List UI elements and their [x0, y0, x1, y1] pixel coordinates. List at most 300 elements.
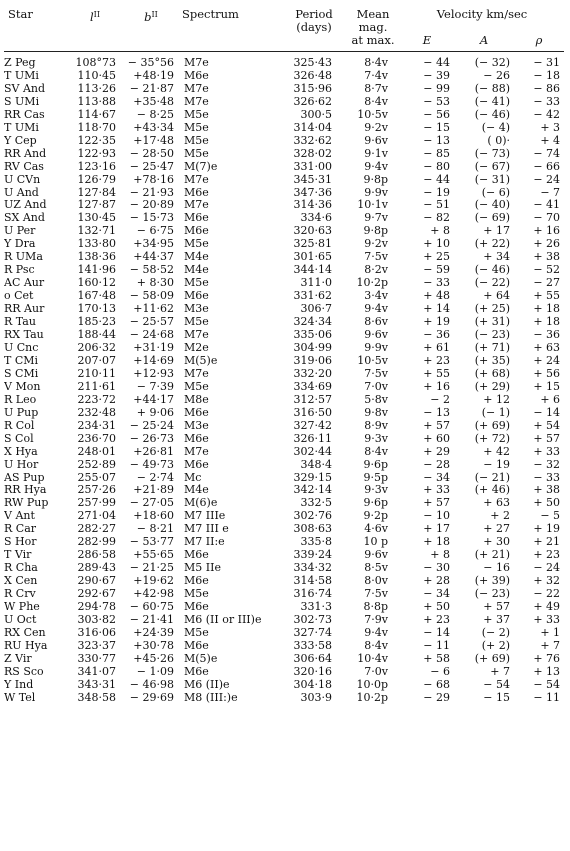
table-row	[4, 290, 564, 303]
table-row	[4, 161, 564, 174]
velocity-a: (− 6)	[481, 186, 510, 199]
table-body	[4, 57, 564, 705]
mean-magnitude: 10·1v	[357, 199, 388, 212]
galactic-latitude: − 15·73	[129, 212, 174, 225]
star-name: RX Cen	[4, 626, 46, 639]
period: 306·7	[300, 303, 332, 316]
velocity-a: (+ 35)	[474, 354, 510, 367]
period: 304·99	[293, 341, 332, 354]
velocity-e: − 56	[423, 108, 450, 121]
velocity-rho: − 24	[533, 562, 561, 575]
velocity-rho: − 52	[533, 264, 561, 277]
star-name: U And	[4, 186, 39, 199]
galactic-latitude: +42·98	[133, 588, 174, 601]
velocity-a: + 57	[483, 601, 510, 614]
mean-magnitude: 10·2p	[356, 691, 388, 704]
table-row	[4, 420, 564, 433]
velocity-e: − 85	[423, 147, 450, 160]
velocity-rho: − 18	[533, 69, 561, 82]
table-row	[4, 692, 564, 705]
galactic-latitude: − 58·09	[129, 290, 174, 303]
velocity-rho: + 32	[533, 575, 561, 588]
mean-magnitude: 8·4v	[364, 57, 388, 69]
spectrum: M(6)e	[184, 497, 218, 510]
table-row	[4, 381, 564, 394]
star-name: Y Cep	[4, 134, 37, 147]
galactic-latitude: − 21·25	[129, 562, 174, 575]
galactic-latitude: − 24·68	[129, 329, 174, 342]
table-row	[4, 187, 564, 200]
mean-magnitude: 7·9v	[364, 613, 388, 626]
velocity-e: − 36	[423, 329, 450, 342]
galactic-longitude: 122·35	[77, 134, 116, 147]
velocity-a: + 7	[490, 665, 510, 678]
velocity-rho: + 63	[533, 341, 561, 354]
velocity-rho: − 7	[540, 186, 561, 199]
velocity-e: + 28	[423, 575, 450, 588]
velocity-rho: + 55	[533, 290, 561, 303]
galactic-latitude: − 28·50	[129, 147, 174, 160]
star-name: R Car	[4, 523, 37, 536]
velocity-e: − 30	[423, 562, 450, 575]
spectrum: M(5)e	[184, 652, 218, 665]
velocity-rho: − 11	[533, 691, 561, 704]
galactic-longitude: 257·26	[77, 484, 116, 497]
period: 335·8	[300, 536, 332, 549]
header-a: A	[479, 33, 489, 47]
galactic-longitude: 167·48	[77, 290, 116, 303]
velocity-a: (+ 22)	[474, 238, 510, 251]
star-name: R UMa	[4, 251, 43, 264]
mean-magnitude: 10·0p	[356, 678, 388, 691]
velocity-e: − 6	[430, 665, 450, 678]
velocity-rho: − 33	[533, 95, 561, 108]
galactic-latitude: +12·93	[133, 367, 174, 380]
galactic-latitude: +18·60	[133, 510, 174, 523]
period: 328·02	[293, 147, 332, 160]
spectrum: M6e	[184, 69, 209, 82]
table-row	[4, 277, 564, 290]
velocity-a: + 63	[483, 497, 510, 510]
galactic-latitude: − 29·69	[129, 691, 174, 704]
period: 314·58	[293, 575, 332, 588]
period: 311·0	[300, 277, 332, 290]
period: 320·63	[293, 225, 332, 238]
table-row	[4, 83, 564, 96]
galactic-latitude: − 8·25	[136, 108, 174, 121]
mean-magnitude: 9·5p	[363, 471, 388, 484]
galactic-longitude: 207·07	[77, 354, 116, 367]
spectrum: M6e	[184, 601, 209, 614]
star-name: X Cen	[4, 575, 38, 588]
velocity-e: + 25	[423, 251, 450, 264]
period: 331·62	[293, 290, 332, 303]
velocity-rho: − 14	[533, 406, 561, 419]
spectrum: M6e	[184, 406, 209, 419]
galactic-longitude: 211·61	[77, 380, 116, 393]
spectrum: M5 IIe	[184, 562, 221, 575]
table-row	[4, 96, 564, 109]
galactic-latitude: + 8·30	[136, 277, 174, 290]
period: 325·81	[293, 238, 332, 251]
star-name: SV And	[4, 82, 46, 95]
galactic-longitude: 236·70	[77, 432, 116, 445]
galactic-longitude: 170·13	[77, 303, 116, 316]
spectrum: M6e	[184, 212, 209, 225]
header-mean-mag: Mean mag. at max.	[351, 7, 395, 47]
table-row	[4, 523, 564, 536]
spectrum: M6e	[184, 290, 209, 303]
star-name: R Tau	[4, 316, 36, 329]
spectrum: M6e	[184, 665, 209, 678]
table-row	[4, 575, 564, 588]
period: 302·76	[293, 510, 332, 523]
mean-magnitude: 9·2v	[364, 238, 388, 251]
velocity-rho: + 33	[533, 613, 561, 626]
table-row	[4, 109, 564, 122]
galactic-longitude: 255·07	[77, 471, 116, 484]
mean-magnitude: 7·5v	[364, 251, 388, 264]
mean-magnitude: 9·9v	[364, 341, 388, 354]
period: 333·58	[293, 639, 332, 652]
table-row	[4, 666, 564, 679]
galactic-latitude: − 7·39	[136, 380, 174, 393]
velocity-e: + 23	[423, 354, 450, 367]
period: 329·15	[293, 471, 332, 484]
velocity-e: + 8	[430, 225, 450, 238]
period: 339·24	[293, 549, 332, 562]
table-row	[4, 588, 564, 601]
star-name: RV Cas	[4, 160, 44, 173]
velocity-rho: + 1	[540, 626, 561, 639]
spectrum: M4e	[184, 251, 209, 264]
spectrum: M8 (III:)e	[184, 691, 238, 704]
mean-magnitude: 9·4v	[364, 303, 388, 316]
galactic-longitude: 292·67	[77, 588, 116, 601]
velocity-a: (+ 72)	[474, 432, 510, 445]
header-rho: ρ	[535, 33, 543, 47]
velocity-e: + 50	[423, 601, 450, 614]
galactic-latitude: +14·69	[133, 354, 174, 367]
period: 331·3	[300, 601, 332, 614]
velocity-a: (− 69)	[474, 212, 510, 225]
velocity-a: (+ 29)	[474, 380, 510, 393]
period: 302·73	[293, 613, 332, 626]
galactic-latitude: +26·81	[133, 445, 174, 458]
star-name: R Psc	[4, 264, 35, 277]
galactic-longitude: 188·44	[77, 329, 116, 342]
velocity-e: + 33	[423, 484, 450, 497]
header-period: Period (days)	[295, 7, 333, 34]
galactic-longitude: 118·70	[77, 121, 116, 134]
mean-magnitude: 9·2p	[363, 510, 388, 523]
velocity-e: + 10	[423, 238, 450, 251]
galactic-latitude: − 49·73	[129, 458, 174, 471]
velocity-e: − 19	[423, 186, 450, 199]
galactic-longitude: 141·96	[77, 264, 116, 277]
velocity-a: (+ 39)	[474, 575, 510, 588]
period: 316·74	[293, 588, 332, 601]
galactic-latitude: +19·62	[133, 575, 174, 588]
velocity-rho: − 32	[533, 458, 561, 471]
galactic-longitude: 234·31	[77, 419, 116, 432]
table-row	[4, 472, 564, 485]
period: 326·48	[293, 69, 332, 82]
table-row	[4, 679, 564, 692]
mean-magnitude: 4·6v	[364, 523, 388, 536]
table-row	[4, 316, 564, 329]
mean-magnitude: 8·9v	[364, 419, 388, 432]
table-row	[4, 549, 564, 562]
velocity-e: − 82	[423, 212, 450, 225]
velocity-rho: + 15	[533, 380, 561, 393]
spectrum: M5e	[184, 121, 209, 134]
galactic-longitude: 114·67	[77, 108, 116, 121]
velocity-a: ( 0)·	[487, 134, 510, 147]
period: 300·5	[300, 108, 332, 121]
velocity-rho: + 54	[533, 419, 561, 432]
spectrum: M5e	[184, 238, 209, 251]
velocity-a: (− 67)	[474, 160, 510, 173]
velocity-a: (− 22)	[474, 277, 510, 290]
velocity-e: + 16	[423, 380, 450, 393]
galactic-longitude: 138·36	[77, 251, 116, 264]
galactic-longitude: 110·45	[77, 69, 116, 82]
period: 314·36	[293, 199, 332, 212]
spectrum: M3e	[184, 303, 209, 316]
velocity-e: + 8	[430, 549, 450, 562]
velocity-e: + 55	[423, 367, 450, 380]
period: 301·65	[293, 251, 332, 264]
star-name: RW Pup	[4, 497, 49, 510]
period: 344·14	[293, 264, 332, 277]
galactic-latitude: − 20·89	[129, 199, 174, 212]
spectrum: M6 (II or III)e	[184, 613, 262, 626]
table-row	[4, 368, 564, 381]
velocity-a: (+ 71)	[474, 341, 510, 354]
table-row	[4, 355, 564, 368]
galactic-longitude: 348·58	[77, 691, 116, 704]
star-name: RR Cas	[4, 108, 45, 121]
table-header	[4, 8, 564, 57]
velocity-rho: − 86	[533, 82, 561, 95]
star-name: X Hya	[4, 445, 38, 458]
star-name: U CVn	[4, 173, 41, 186]
velocity-e: + 17	[423, 523, 450, 536]
galactic-longitude: 316·06	[77, 626, 116, 639]
galactic-latitude: − 21·87	[129, 82, 174, 95]
table-row	[4, 199, 564, 212]
star-name: U Per	[4, 225, 36, 238]
velocity-e: − 34	[423, 471, 450, 484]
velocity-a: (− 4)	[481, 121, 510, 134]
velocity-rho: + 49	[533, 601, 561, 614]
mean-magnitude: 10·5v	[357, 354, 388, 367]
galactic-longitude: 122·93	[77, 147, 116, 160]
spectrum: M7 IIIe	[184, 510, 226, 523]
mean-magnitude: 9·7v	[364, 212, 388, 225]
velocity-rho: − 74	[533, 147, 561, 160]
galactic-longitude: 282·99	[77, 536, 116, 549]
period: 332·5	[300, 497, 332, 510]
velocity-rho: − 36	[533, 329, 561, 342]
velocity-rho: + 21	[533, 536, 561, 549]
velocity-e: − 99	[423, 82, 450, 95]
star-name: T UMi	[4, 69, 39, 82]
table-row	[4, 640, 564, 653]
galactic-latitude: − 26·73	[129, 432, 174, 445]
velocity-e: + 48	[423, 290, 450, 303]
velocity-rho: − 33	[533, 471, 561, 484]
table-row	[4, 174, 564, 187]
table-row	[4, 497, 564, 510]
galactic-latitude: − 35°56	[127, 57, 174, 69]
star-name: R Leo	[4, 393, 37, 406]
period: 316·50	[293, 406, 332, 419]
velocity-e: + 18	[423, 536, 450, 549]
galactic-longitude: 130·45	[77, 212, 116, 225]
star-name: R Col	[4, 419, 35, 432]
table-row	[4, 433, 564, 446]
spectrum: M5e	[184, 147, 209, 160]
velocity-rho: + 38	[533, 484, 561, 497]
spectrum: M6e	[184, 225, 209, 238]
star-name: SX And	[4, 212, 45, 225]
table-row	[4, 342, 564, 355]
star-name: T Vir	[4, 549, 32, 562]
table-row	[4, 653, 564, 666]
velocity-a: − 16	[483, 562, 510, 575]
velocity-a: (− 23)	[474, 329, 510, 342]
velocity-rho: − 54	[533, 678, 561, 691]
mean-magnitude: 9·9v	[364, 186, 388, 199]
period: 314·04	[293, 121, 332, 134]
galactic-longitude: 160·12	[77, 277, 116, 290]
velocity-rho: + 57	[533, 432, 561, 445]
period: 312·57	[293, 393, 332, 406]
galactic-latitude: +44·37	[133, 251, 174, 264]
galactic-latitude: +31·19	[133, 341, 174, 354]
velocity-a: + 42	[483, 445, 510, 458]
galactic-longitude: 206·32	[77, 341, 116, 354]
velocity-a: + 27	[483, 523, 510, 536]
velocity-a: (− 32)	[474, 57, 510, 69]
velocity-rho: − 27	[533, 277, 561, 290]
period: 327·42	[293, 419, 332, 432]
velocity-rho: − 24	[533, 173, 561, 186]
velocity-rho: + 7	[540, 639, 561, 652]
table-row	[4, 484, 564, 497]
galactic-latitude: − 2·74	[136, 471, 174, 484]
period: 334·6	[300, 212, 332, 225]
galactic-latitude: +48·19	[133, 69, 174, 82]
period: 304·18	[293, 678, 332, 691]
spectrum: M6e	[184, 432, 209, 445]
spectrum: M5e	[184, 588, 209, 601]
galactic-latitude: +30·78	[133, 639, 174, 652]
galactic-latitude: +43·34	[133, 121, 174, 134]
period: 326·11	[293, 432, 332, 445]
velocity-a: (+ 68)	[474, 367, 510, 380]
spectrum: M7e	[184, 95, 209, 108]
spectrum: M7e	[184, 199, 209, 212]
period: 319·06	[293, 354, 332, 367]
galactic-longitude: 323·37	[77, 639, 116, 652]
galactic-longitude: 303·82	[77, 613, 116, 626]
star-name: RS Sco	[4, 665, 44, 678]
table-row	[4, 135, 564, 148]
galactic-longitude: 113·88	[77, 95, 116, 108]
velocity-a: − 26	[483, 69, 510, 82]
mean-magnitude: 9·4v	[364, 626, 388, 639]
spectrum: M7e	[184, 329, 209, 342]
period: 306·64	[293, 652, 332, 665]
galactic-longitude: 127·84	[77, 186, 116, 199]
period: 324·34	[293, 316, 332, 329]
velocity-e: − 33	[423, 277, 450, 290]
spectrum: M6e	[184, 186, 209, 199]
period: 334·32	[293, 562, 332, 575]
galactic-longitude: 108°73	[75, 57, 116, 69]
mean-magnitude: 9·1v	[364, 147, 388, 160]
table-row	[4, 303, 564, 316]
velocity-rho: + 3	[540, 121, 561, 134]
mean-magnitude: 9·6p	[363, 497, 388, 510]
velocity-a: (− 21)	[474, 471, 510, 484]
velocity-rho: + 24	[533, 354, 561, 367]
spectrum: M5e	[184, 626, 209, 639]
spectrum: M3e	[184, 419, 209, 432]
spectrum: M8e	[184, 393, 209, 406]
galactic-latitude: − 25·24	[129, 419, 174, 432]
velocity-e: − 28	[423, 458, 450, 471]
star-name: o Cet	[4, 290, 34, 303]
velocity-rho: + 13	[533, 665, 561, 678]
star-name: AC Aur	[4, 277, 45, 290]
spectrum: M7e	[184, 367, 209, 380]
velocity-rho: + 18	[533, 316, 561, 329]
period: 348·4	[300, 458, 332, 471]
table-row	[4, 225, 564, 238]
star-name: RR And	[4, 147, 47, 160]
star-name: T CMi	[4, 354, 39, 367]
velocity-rho: − 70	[533, 212, 561, 225]
velocity-a: − 54	[483, 678, 510, 691]
mean-magnitude: 9·6v	[364, 134, 388, 147]
spectrum: M4e	[184, 484, 209, 497]
table-row	[4, 614, 564, 627]
velocity-e: − 39	[423, 69, 450, 82]
spectrum: M4e	[184, 264, 209, 277]
table-row	[4, 562, 564, 575]
velocity-rho: + 16	[533, 225, 561, 238]
velocity-rho: − 22	[533, 588, 561, 601]
velocity-e: − 34	[423, 588, 450, 601]
header-b: $b^{II}$	[144, 10, 158, 24]
mean-magnitude: 10·5v	[357, 108, 388, 121]
velocity-a: + 37	[483, 613, 510, 626]
mean-magnitude: 10·4v	[357, 652, 388, 665]
star-name: Z Vir	[4, 652, 32, 665]
velocity-a: (− 40)	[474, 199, 510, 212]
period: 308·63	[293, 523, 332, 536]
galactic-latitude: − 1·09	[136, 665, 174, 678]
spectrum: M2e	[184, 341, 209, 354]
velocity-e: + 14	[423, 303, 450, 316]
star-name: T UMi	[4, 121, 39, 134]
period: 332·62	[293, 134, 332, 147]
galactic-longitude: 223·72	[77, 393, 116, 406]
